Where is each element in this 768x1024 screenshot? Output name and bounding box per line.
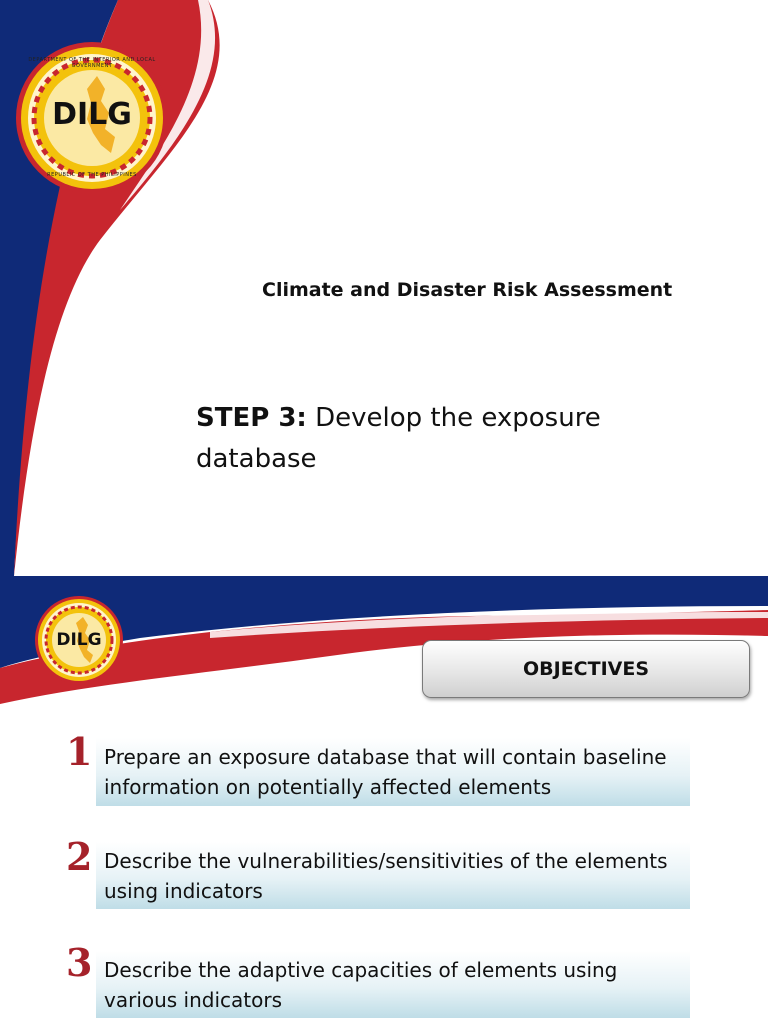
step-label: STEP 3: [196,403,307,433]
objective-item: Describe the adaptive capacities of elements using various indicators [96,951,690,1018]
objectives-header-button[interactable]: OBJECTIVES [422,640,750,698]
objectives-slide [0,576,768,1024]
objective-item: Prepare an exposure database that will contain baseline information on potentially affected elements [96,738,690,806]
presentation-subtitle: Climate and Disaster Risk Assessment [262,279,673,301]
seal-ring-top-text: DEPARTMENT OF THE INTERIOR AND LOCAL GOVERNMENT [28,57,156,69]
step-heading [196,398,666,480]
objective-number: 3 [66,940,93,985]
objective-item: Describe the vulnerabilities/sensitivities of the elements using indicators [96,842,690,909]
dilg-seal-logo [13,41,171,195]
objective-number: 1 [66,729,93,774]
seal-abbreviation: DILG [52,97,132,132]
seal-abbreviation: DILG [56,630,102,650]
step-description: Develop the exposure database [196,403,601,474]
objective-number: 2 [66,834,93,879]
seal-ring-bottom-text: REPUBLIC OF THE PHILIPPINES [47,172,137,178]
dilg-seal-logo-small [33,595,125,685]
